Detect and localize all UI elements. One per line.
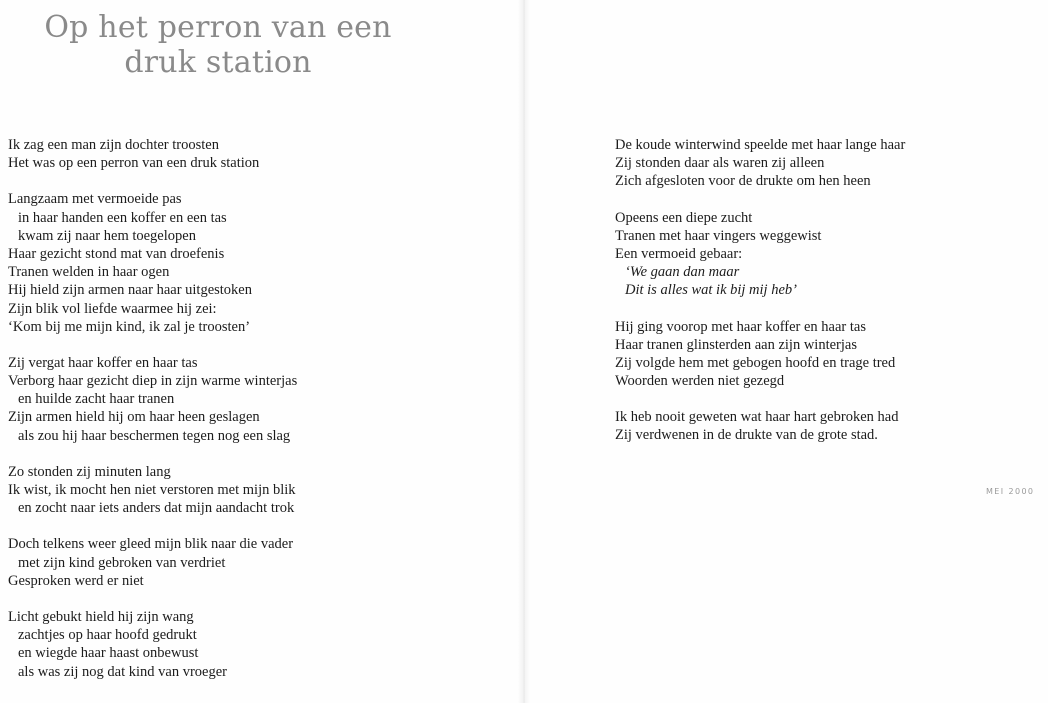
poem-line: Woorden werden niet gezegd [615,373,785,390]
left-stanza [8,608,297,681]
poem-line: Dit is alles wat ik bij mij heb’ [625,282,797,299]
poem-line: Zij vergat haar koffer en haar tas [8,354,198,371]
right-stanza [615,318,905,391]
poem-line: Opeens een diepe zucht [615,209,753,226]
poem-line: Zij volgde hem met gebogen hoofd en trage tred [615,354,896,371]
poem-line: Tranen met haar vingers weggewist [615,227,822,244]
poem-line: Ik zag een man zijn dochter troosten [8,137,219,153]
left-stanza [8,354,297,445]
poem-line: als zou hij haar beschermen tegen nog een slag [18,427,291,444]
poem-line: Verborg haar gezicht diep in zijn warme winterjas [8,373,298,390]
book-gutter [518,0,530,703]
poem-line: Zij verdwenen in de drukte van de grote stad. [615,427,878,444]
poem-line: en zocht naar iets anders dat mijn aandacht trok [18,500,295,517]
poem-line: Licht gebukt hield hij zijn wang [8,608,194,625]
poem-line: Tranen welden in haar ogen [8,264,170,281]
poem-line: Een vermoeid gebaar: [615,245,743,262]
poem-line: Ik wist, ik mocht hen niet verstoren met mijn blik [8,482,296,498]
poem-line: Doch telkens weer gleed mijn blik naar die vader [8,536,294,553]
right-stanza [615,408,905,444]
poem-line: Hij hield zijn armen naar haar uitgestoken [8,282,252,299]
poem-line: in haar handen een koffer en een tas [18,209,227,226]
poem-line: en huilde zacht haar tranen [18,391,175,408]
left-stanza [8,136,297,172]
poem-line: Hij ging voorop met haar koffer en haar tas [615,318,866,335]
poem-line: Haar gezicht stond mat van droefenis [8,245,225,262]
poem-title [40,10,396,80]
poem-line: met zijn kind gebroken van verdriet [18,554,226,571]
left-stanza [8,463,297,518]
poem-line: Het was op een perron van een druk station [8,155,260,172]
poem-line: en wiegde haar haast onbewust [18,645,199,662]
poem-right-column [615,136,905,463]
poem-line: Zijn armen hield hij om haar heen geslagen [8,409,260,426]
right-stanza [615,209,905,300]
poem-line: kwam zij naar hem toegelopen [18,227,196,244]
poem-line: Zijn blik vol liefde waarmee hij zei: [8,300,217,317]
poem-title-line-1: Op het perron van een [44,10,392,45]
right-stanza [615,136,905,191]
poem-line: ‘We gaan dan maar [625,264,740,281]
left-page [0,0,518,703]
poem-left-column [8,136,297,699]
left-stanza [8,190,297,336]
left-stanza [8,535,297,590]
poem-line: Zich afgesloten voor de drukte om hen heen [615,173,871,190]
poem-line: ‘Kom bij me mijn kind, ik zal je troosten’ [8,318,251,335]
poem-line: Zo stonden zij minuten lang [8,463,171,480]
right-page [530,0,1048,703]
poem-line: Langzaam met vermoeide pas [8,191,182,208]
poem-line: Gesproken werd er niet [8,572,144,589]
poem-title-line-2: druk station [124,45,312,80]
poem-line: De koude winterwind speelde met haar lange haar [615,137,906,153]
poem-line: Ik heb nooit geweten wat haar hart gebroken had [615,409,899,426]
poem-line: als was zij nog dat kind van vroeger [18,663,227,680]
poem-line: Haar tranen glinsterden aan zijn winterjas [615,336,857,353]
poem-line: zachtjes op haar hoofd gedrukt [18,627,197,644]
poem-line: Zij stonden daar als waren zij alleen [615,155,825,172]
date-label: MEI 2000 [986,487,1035,496]
